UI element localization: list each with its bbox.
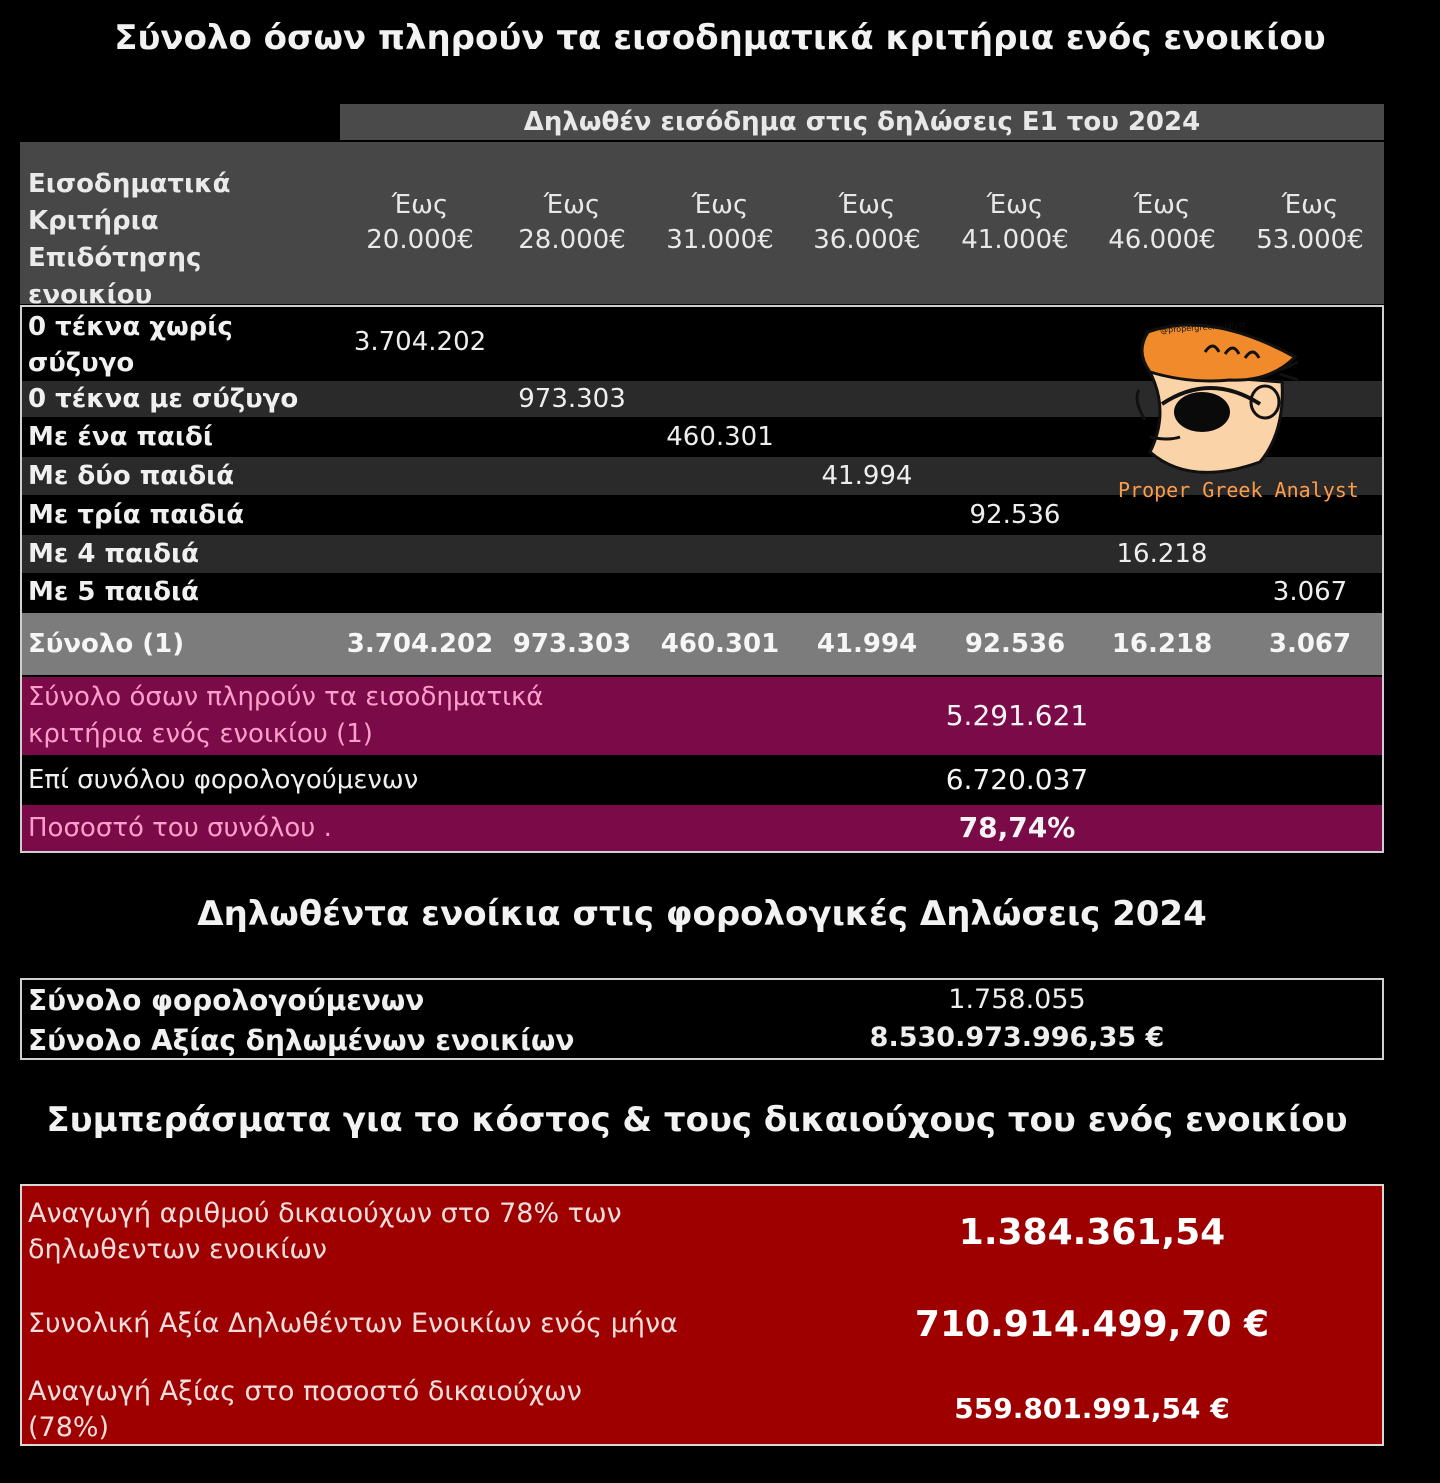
sum-value: 3.704.202 <box>346 629 494 659</box>
row-value: 92.536 <box>969 500 1061 530</box>
income-band-title: Δηλωθέν εισόδημα στις δηλώσεις Ε1 του 2024 <box>340 104 1384 140</box>
rent-summary-box <box>20 978 1384 1060</box>
sum-value: 41.994 <box>816 629 918 659</box>
total-eligible-value: 5.291.621 <box>945 699 1089 732</box>
row-value: 973.303 <box>518 384 626 414</box>
sum-value: 973.303 <box>512 629 632 659</box>
sum-value: 92.536 <box>964 629 1066 659</box>
conclusions-box <box>20 1184 1384 1446</box>
percentage-label: Ποσοστό του συνόλου . <box>28 813 332 843</box>
column-header-53000: Έως 53.000€ <box>1256 190 1364 255</box>
criteria-label-line: Εισοδηματικά <box>28 169 231 199</box>
rent-row-value: 1.758.055 <box>948 984 1086 1015</box>
conclusion-label: Συνολική Αξία Δηλωθέντων Ενοικίων ενός μήνα <box>28 1308 678 1339</box>
row-label: 0 τέκνα χωρίς σύζυγο <box>28 312 233 378</box>
row-label: Με τρία παιδιά <box>28 500 245 530</box>
rent-row-value: 8.530.973.996,35 € <box>869 1022 1165 1053</box>
sum-value: 460.301 <box>660 629 780 659</box>
conclusion-label: Αναγωγή αριθμού δικαιούχων στο 78% των δηλωθεντων ενοικίων <box>28 1198 622 1265</box>
conclusion-value: 710.914.499,70 € <box>914 1304 1270 1345</box>
total-taxpayers-row <box>22 755 1382 805</box>
percentage-row <box>22 805 1382 851</box>
row-value: 3.704.202 <box>353 327 487 357</box>
conclusions-title: Συμπεράσματα για το κόστος & τους δικαιούχους του ενός ενοικίου <box>46 1100 1348 1140</box>
column-header-41000: Έως 41.000€ <box>961 190 1069 255</box>
table-row <box>22 535 1382 573</box>
row-value: 460.301 <box>666 422 774 452</box>
row-value: 41.994 <box>821 461 913 491</box>
page-title: Σύνολο όσων πληρούν τα εισοδηματικά κριτήρια ενός ενοικίου <box>114 18 1326 58</box>
total-eligible-label: Σύνολο όσων πληρούν τα εισοδηματικά κριτήρια ενός ενοικίου (1) <box>28 682 544 749</box>
criteria-label-line: ενοικίου <box>28 280 153 310</box>
column-header-row <box>20 142 1384 310</box>
row-label: Με ένα παιδί <box>28 422 214 452</box>
conclusion-value: 559.801.991,54 € <box>954 1392 1230 1425</box>
row-label: Με δύο παιδιά <box>28 461 235 491</box>
criteria-label-line: Κριτήρια Επιδότησης <box>28 206 202 273</box>
row-value: 16.218 <box>1116 539 1208 569</box>
column-header-31000: Έως 31.000€ <box>666 190 774 255</box>
sum-row <box>22 613 1382 675</box>
row-label: Με 4 παιδιά <box>28 539 199 569</box>
rent-section-title: Δηλωθέντα ενοίκια στις φορολογικές Δηλώσεις 2024 <box>197 894 1207 934</box>
conclusion-value: 1.384.361,54 <box>958 1212 1226 1253</box>
column-header-36000: Έως 36.000€ <box>813 190 921 255</box>
conclusion-label: Αναγωγή Αξίας στο ποσοστό δικαιούχων (78%) <box>28 1376 582 1443</box>
mascot-handle: @propergreekanalyst <box>1159 320 1247 335</box>
sum-value: 16.218 <box>1111 629 1213 659</box>
rent-row-label: Σύνολο φορολογούμενων <box>28 984 425 1017</box>
percentage-value: 78,74% <box>958 811 1076 844</box>
row-label: Με 5 παιδιά <box>28 577 199 607</box>
total-taxpayers-value: 6.720.037 <box>945 763 1089 796</box>
criteria-header-label <box>28 166 338 314</box>
sum-value: 3.067 <box>1268 629 1352 659</box>
row-value: 3.067 <box>1272 577 1348 607</box>
total-taxpayers-label: Επί συνόλου φορολογούμενων <box>28 765 419 795</box>
rent-row-label: Σύνολο Αξίας δηλωμένων ενοικίων <box>28 1024 575 1057</box>
total-eligible-row <box>22 677 1382 755</box>
column-header-46000: Έως 46.000€ <box>1108 190 1216 255</box>
sum-row-label: Σύνολο (1) <box>28 629 185 659</box>
column-header-28000: Έως 28.000€ <box>518 190 626 255</box>
column-header-20000: Έως 20.000€ <box>366 190 474 255</box>
mascot-logo <box>1110 312 1359 516</box>
table-row <box>22 573 1382 611</box>
mascot-name: Proper Greek Analyst <box>1118 478 1359 502</box>
row-label: 0 τέκνα με σύζυγο <box>28 384 299 414</box>
